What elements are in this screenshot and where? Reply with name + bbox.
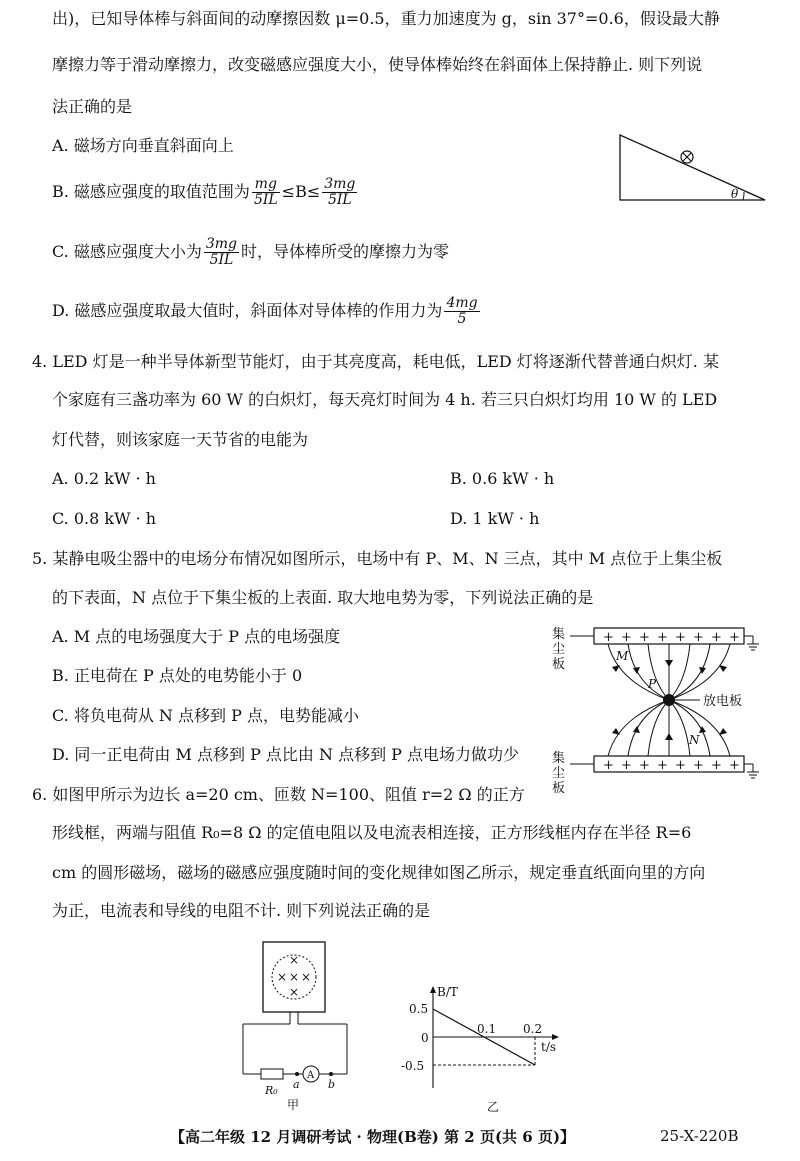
svg-text:+: + — [729, 630, 740, 645]
q3-option-b-frac-1: $\frac{mg}{5IL}$ — [253, 176, 278, 208]
x-axis-label: t/s — [541, 1040, 557, 1054]
point-p-label: P — [648, 677, 657, 691]
incline-figure — [615, 130, 770, 205]
discharge-plate-label: 放电板 — [703, 694, 743, 709]
b-t-graph — [395, 978, 575, 1113]
q3-line-1: 出)，已知导体棒与斜面间的动摩擦因数 μ=0.5，重力加速度为 g，sin 37°=0.6，假设最大静 — [52, 9, 720, 28]
top-plate-label — [552, 626, 565, 672]
q4-option-b: B. 0.6 kW · h — [450, 469, 555, 488]
svg-text:集: 集 — [552, 627, 566, 642]
q4-option-a: A. 0.2 kW · h — [52, 469, 156, 488]
q5-option-c: C. 将负电荷从 N 点移到 P 点，电势能减小 — [52, 706, 359, 725]
q5-option-d: D. 同一正电荷由 M 点移到 P 点比由 N 点移到 P 点电场力做功少 — [52, 745, 520, 764]
svg-text:尘: 尘 — [552, 642, 566, 657]
figure-jia-label: 甲 — [287, 1098, 300, 1112]
figure-yi-label: 乙 — [487, 1100, 500, 1113]
svg-text:+: + — [711, 630, 722, 645]
exam-code: 25-X-220B — [660, 1127, 739, 1145]
coil-circuit-figure — [235, 938, 360, 1113]
q3-option-c-text-2: 时，导体棒所受的摩擦力为零 — [241, 242, 450, 261]
y-axis-label: B/T — [437, 985, 458, 999]
q6-line-3: cm 的圆形磁场，磁场的磁感应强度随时间的变化规律如图乙所示，规定垂直纸面向里的方向 — [52, 863, 706, 882]
svg-text:板: 板 — [552, 657, 566, 672]
q4-option-c: C. 0.8 kW · h — [52, 509, 157, 528]
svg-text:板: 板 — [552, 781, 566, 796]
svg-text:+: + — [729, 758, 740, 773]
discharge-electrode — [663, 694, 675, 706]
svg-text:+: + — [657, 630, 668, 645]
svg-text:×: × — [289, 985, 300, 999]
point-a-label: a — [293, 1078, 300, 1091]
svg-text:+: + — [711, 758, 722, 773]
ammeter-label: A — [307, 1070, 315, 1081]
tick-0: 0 — [421, 1031, 429, 1045]
q5-line-2: 的下表面，N 点位于下集尘板的上表面. 取大地电势为零，下列说法正确的是 — [52, 588, 594, 607]
tick-0.1: 0.1 — [477, 1022, 497, 1036]
q4-option-d: D. 1 kW · h — [450, 509, 540, 528]
svg-text:+: + — [603, 758, 614, 773]
q3-option-b-ineq: ≤B≤ — [281, 182, 321, 201]
q4-line-2: 个家庭有三盏功率为 60 W 的白炽灯，每天亮灯时间为 4 h. 若三只白炽灯均用 10 W 的 LED — [52, 390, 718, 409]
svg-text:尘: 尘 — [552, 766, 566, 781]
svg-text:+: + — [693, 630, 704, 645]
point-n-label: N — [689, 733, 700, 747]
point-b-label: b — [328, 1078, 336, 1091]
q4-line-3: 灯代替，则该家庭一天节省的电能为 — [52, 430, 309, 449]
precipitator-figure — [548, 622, 770, 797]
q3-option-c-frac: $\frac{3mg}{5IL}$ — [205, 236, 238, 268]
svg-text:+: + — [675, 758, 686, 773]
tick-0.5: 0.5 — [409, 1002, 429, 1016]
q3-line-3: 法正确的是 — [52, 97, 133, 116]
svg-text:集: 集 — [552, 751, 566, 766]
q6-line-2: 形线框，两端与阻值 R₀=8 Ω 的定值电阻以及电流表相连接，正方形线框内存在半径 R=6 — [52, 823, 692, 842]
svg-text:×: × — [277, 970, 288, 984]
svg-text:+: + — [621, 630, 632, 645]
q3-option-b-frac-2: $\frac{3mg}{5IL}$ — [324, 176, 356, 208]
q6-line-1: 6. 如图甲所示为边长 a=20 cm、匝数 N=100、阻值 r=2 Ω 的正方 — [32, 785, 525, 804]
page-footer: 【高二年级 12 月调研考试 · 物理(B卷) 第 2 页(共 6 页)】 — [170, 1128, 576, 1146]
svg-text:×: × — [289, 953, 300, 967]
svg-text:+: + — [693, 758, 704, 773]
q3-option-a: A. 磁场方向垂直斜面向上 — [52, 136, 234, 155]
r0-label: R₀ — [265, 1084, 278, 1097]
svg-text:+: + — [639, 758, 650, 773]
svg-text:×: × — [289, 970, 300, 984]
tick-0.2: 0.2 — [523, 1022, 543, 1036]
q5-option-b: B. 正电荷在 P 点处的电势能小于 0 — [52, 666, 303, 685]
q5-line-1: 5. 某静电吸尘器中的电场分布情况如图所示，电场中有 P、M、N 三点，其中 M 点位于上集尘板 — [32, 549, 723, 568]
theta-label: θ — [731, 187, 739, 201]
q3-option-b — [52, 177, 359, 208]
bottom-plate-label — [552, 750, 565, 796]
svg-text:+: + — [675, 630, 686, 645]
q4-line-1: 4. LED 灯是一种半导体新型节能灯，由于其亮度高，耗电低，LED 灯将逐渐代替普通白炽灯. 某 — [32, 352, 719, 371]
q3-option-c — [52, 237, 449, 268]
q3-option-c-text: C. 磁感应强度大小为 — [52, 242, 202, 261]
q3-option-b-text: B. 磁感应强度的取值范围为 — [52, 182, 250, 201]
svg-text:+: + — [639, 630, 650, 645]
svg-text:×: × — [301, 970, 312, 984]
svg-text:+: + — [603, 630, 614, 645]
svg-text:+: + — [657, 758, 668, 773]
q6-line-4: 为正，电流表和导线的电阻不计. 则下列说法正确的是 — [52, 901, 431, 920]
q3-option-d-text: D. 磁感应强度取最大值时，斜面体对导体棒的作用力为 — [52, 301, 443, 320]
q3-line-2: 摩擦力等于滑动摩擦力，改变磁感应强度大小，使导体棒始终在斜面体上保持静止. 则下列说 — [52, 55, 703, 74]
svg-text:+: + — [621, 758, 632, 773]
tick-neg-0.5: -0.5 — [401, 1059, 425, 1073]
resistor-r0 — [261, 1069, 283, 1079]
field-into-page-marks — [277, 953, 311, 999]
q3-option-d-frac: $\frac{4mg}{5}$ — [446, 295, 478, 327]
q3-option-d — [52, 296, 482, 327]
q5-option-a: A. M 点的电场强度大于 P 点的电场强度 — [52, 627, 341, 646]
point-m-label: M — [616, 649, 629, 663]
